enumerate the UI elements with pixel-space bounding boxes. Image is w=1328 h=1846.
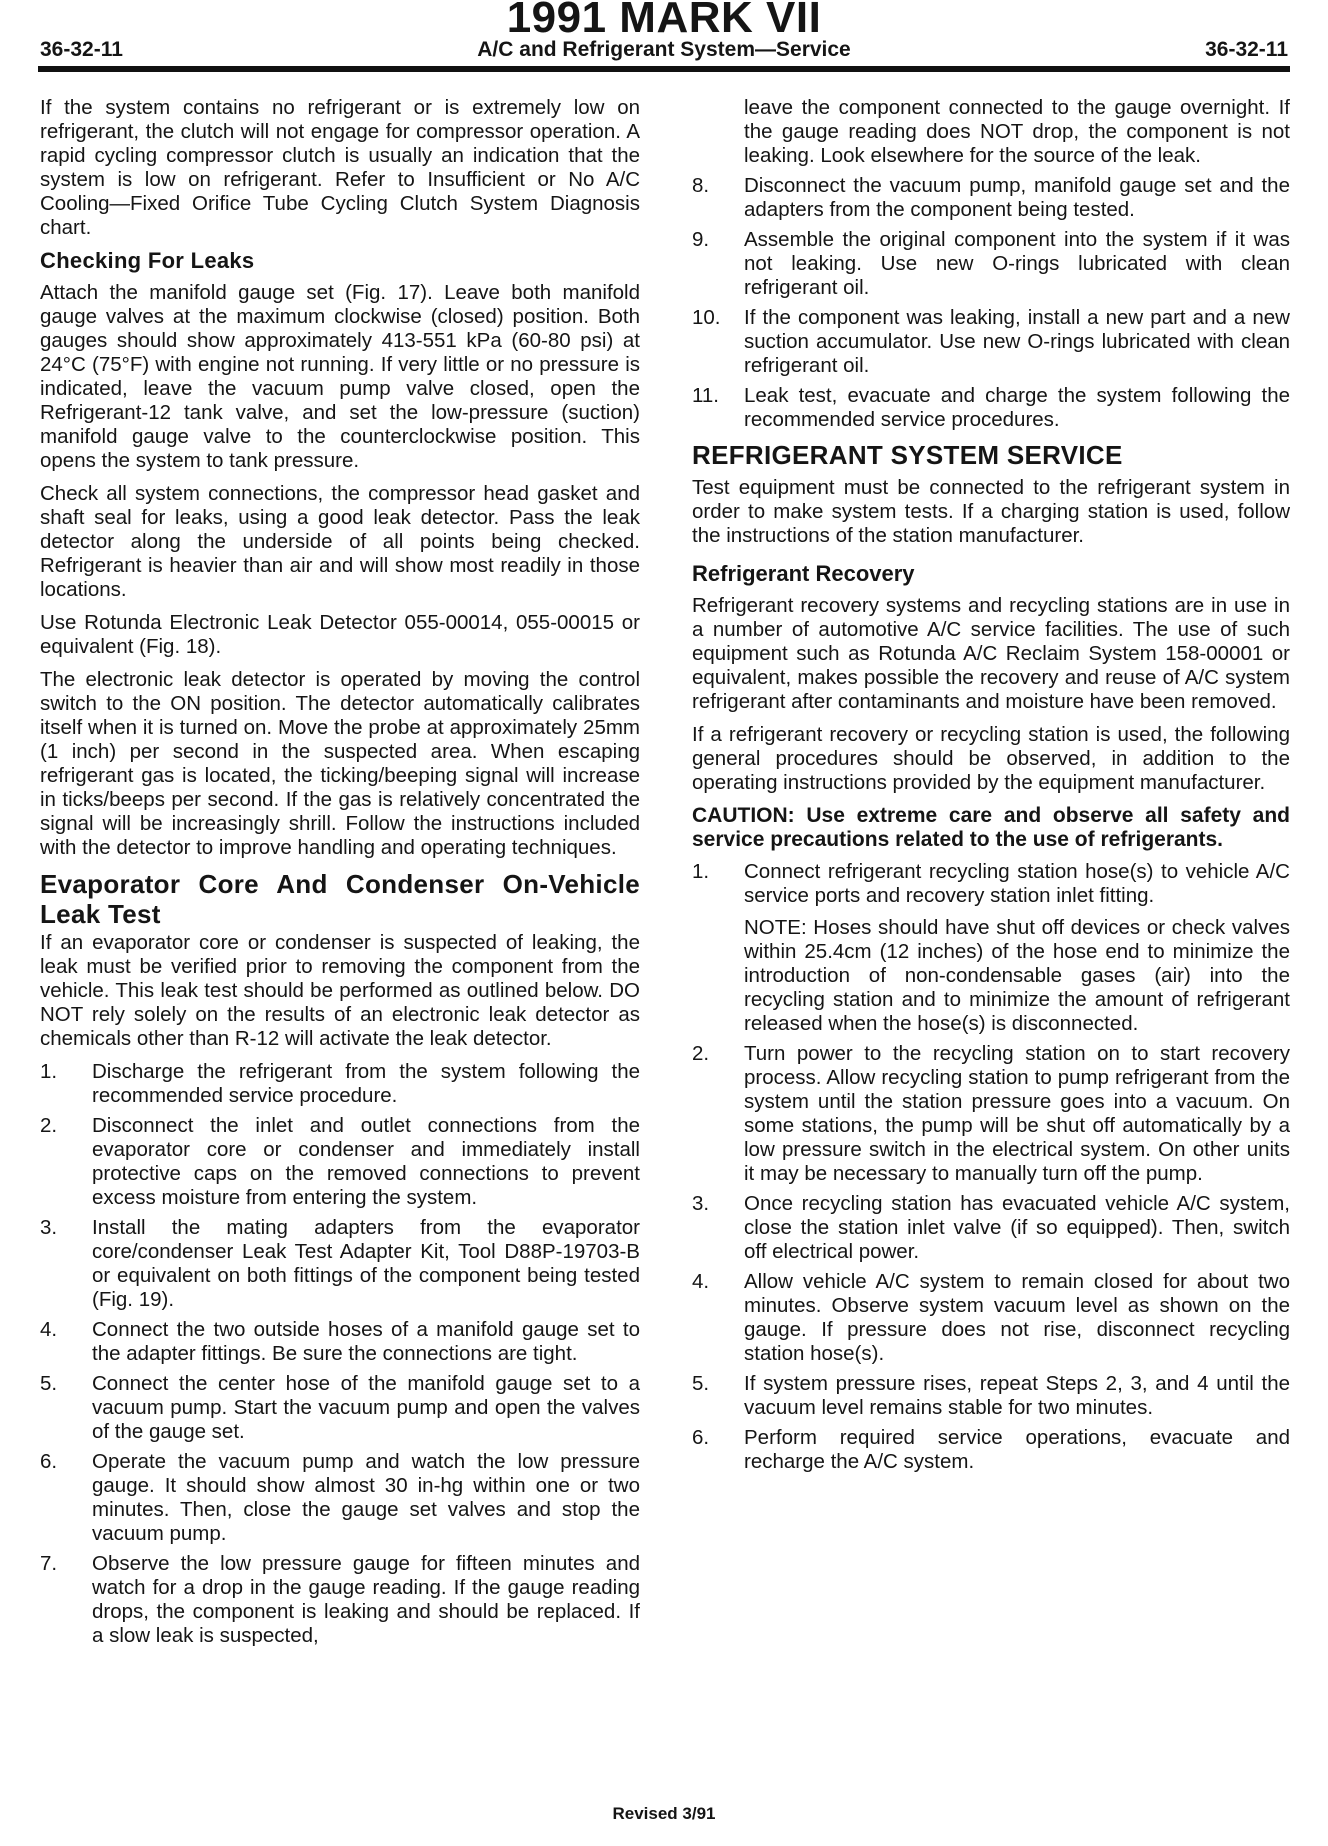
- section-number-right: 36-32-11: [1205, 38, 1288, 61]
- list-item: [692, 306, 1290, 378]
- step-number: 3.: [692, 1192, 710, 1215]
- step-text: Perform required service operations, evacuate and recharge the A/C system.: [744, 1426, 1290, 1473]
- step-number: 1.: [40, 1060, 58, 1083]
- paragraph-recovery-systems: Refrigerant recovery systems and recycling stations are in use in a number of automotive A/C service facilities. The use of such equipment such as Rotunda A/C Reclaim System 158-00001 or equivalent, makes possible the recovery and reuse of A/C system refrigerant after contaminants and moisture have been removed.: [692, 594, 1290, 713]
- step-number: 2.: [40, 1114, 58, 1137]
- revision-footer: Revised 3/91: [612, 1804, 716, 1823]
- paragraph-check-connections: Check all system connections, the compressor head gasket and shaft seal for leaks, using a good leak detector. Pass the leak detector along the underside of all points being checked. Refrigerant is heavier than air and will show most readily in those locations.: [40, 482, 640, 601]
- step-number: 10.: [692, 306, 721, 329]
- list-item: [692, 174, 1290, 222]
- list-item: [692, 384, 1290, 432]
- list-item: [40, 1114, 640, 1210]
- step-text: Disconnect the inlet and outlet connections from the evaporator core or condenser and immediately install protective caps on the removed connections to prevent excess moisture from entering the system.: [92, 1114, 640, 1209]
- heading-refrigerant-recovery: Refrigerant Recovery: [692, 561, 915, 586]
- step-text: Connect refrigerant recycling station hose(s) to vehicle A/C service ports and recovery station inlet fitting.: [744, 860, 1290, 907]
- list-item: [692, 228, 1290, 300]
- list-item: [40, 1318, 640, 1366]
- step-number: 4.: [40, 1318, 58, 1341]
- list-item: [692, 96, 1290, 168]
- paragraph-electronic-detector: The electronic leak detector is operated by moving the control switch to the ON position. The detector automatically calibrates itself when it is turned on. Move the probe at approximately 25mm (1 inch) per second in the suspected area. When escaping refrigerant gas is located, the ticking/beeping signal will increase in ticks/beeps per second. If the gas is relatively concentrated the signal will be increasingly shrill. Follow the instructions included with the detector to improve handling and operating techniques.: [40, 668, 640, 859]
- step-number: 11.: [692, 384, 719, 407]
- step-number: 5.: [692, 1372, 710, 1395]
- step-7-continued: leave the component connected to the gauge overnight. If the gauge reading does NOT drop, the component is not leaking. Look elsewhere for the source of the leak.: [744, 96, 1290, 167]
- step-number: 4.: [692, 1270, 710, 1293]
- paragraph-test-equipment: Test equipment must be connected to the refrigerant system in order to make system tests. If a charging station is used, follow the instructions of the station manufacturer.: [692, 476, 1290, 547]
- step-note: NOTE: Hoses should have shut off devices or check valves within 25.4cm (12 inches) of the hose end to minimize the introduction of non-condensable gases (air) into the recycling station and to minimize the amount of refrigerant released when the hose(s) is disconnected.: [744, 916, 1290, 1035]
- step-text: Turn power to the recycling station on to start recovery process. Allow recycling station to pump refrigerant from the system until the station pressure goes into a vacuum. On some stations, the pump will be shut off automatically by a low pressure switch in the electrical system. On other units it may be necessary to manually turn off the pump.: [744, 1042, 1290, 1185]
- list-item: [692, 860, 1290, 1036]
- step-text: If system pressure rises, repeat Steps 2, 3, and 4 until the vacuum level remains stable for two minutes.: [744, 1372, 1290, 1419]
- list-item: [40, 1216, 640, 1312]
- step-text: Allow vehicle A/C system to remain closed for about two minutes. Observe system vacuum level as shown on the gauge. If pressure does not rise, disconnect recycling station hose(s).: [744, 1270, 1290, 1365]
- step-text: Once recycling station has evacuated vehicle A/C system, close the station inlet valve (if so equipped). Then, switch off electrical power.: [744, 1192, 1290, 1263]
- step-text: Connect the two outside hoses of a manifold gauge set to the adapter fittings. Be sure the connections are tight.: [92, 1318, 640, 1365]
- heading-checking-for-leaks: Checking For Leaks: [40, 248, 255, 273]
- list-item: [692, 1270, 1290, 1366]
- list-item: [40, 1060, 640, 1108]
- list-item: [692, 1192, 1290, 1264]
- step-text: Disconnect the vacuum pump, manifold gauge set and the adapters from the component being tested.: [744, 174, 1290, 221]
- step-number: 7.: [40, 1552, 58, 1575]
- step-number: 8.: [692, 174, 710, 197]
- step-text: Discharge the refrigerant from the system following the recommended service procedure.: [92, 1060, 640, 1107]
- section-number-left: 36-32-11: [40, 38, 123, 61]
- list-item: [40, 1372, 640, 1444]
- step-number: 9.: [692, 228, 710, 251]
- heading-evaporator-leak-test: Evaporator Core And Condenser On-Vehicle Leak Test: [40, 869, 640, 929]
- caution-notice: CAUTION: Use extreme care and observe all safety and service precautions related to the use of refrigerants.: [692, 804, 1290, 851]
- paragraph-low-refrigerant: If the system contains no refrigerant or is extremely low on refrigerant, the clutch will not engage for compressor operation. A rapid cycling compressor clutch is usually an indication that the system is low on refrigerant. Refer to Insufficient or No A/C Cooling—Fixed Orifice Tube Cycling Clutch System Diagnosis chart.: [40, 96, 640, 239]
- right-column: [692, 96, 1290, 1480]
- header-rule: [38, 66, 1290, 72]
- step-number: 3.: [40, 1216, 58, 1239]
- step-number: 1.: [692, 860, 710, 883]
- step-number: 6.: [40, 1450, 58, 1473]
- heading-refrigerant-system-service: REFRIGERANT SYSTEM SERVICE: [692, 440, 1123, 470]
- step-text: Operate the vacuum pump and watch the low pressure gauge. It should show almost 30 in-hg within one or two minutes. Then, close the gauge set valves and stop the vacuum pump.: [92, 1450, 640, 1545]
- list-item: [40, 1552, 640, 1648]
- step-text: Leak test, evacuate and charge the system following the recommended service procedures.: [744, 384, 1290, 431]
- list-item: [40, 1450, 640, 1546]
- paragraph-attach-gauge: Attach the manifold gauge set (Fig. 17). Leave both manifold gauge valves at the maximum clockwise (closed) position. Both gauges should show approximately 413-551 kPa (60-80 psi) at 24°C (75°F) with engine not running. If very little or no pressure is indicated, leave the vacuum pump valve closed, open the Refrigerant-12 tank valve, and set the low-pressure (suction) manifold gauge valve to the counterclockwise position. This opens the system to tank pressure.: [40, 281, 640, 472]
- list-item: [692, 1372, 1290, 1420]
- paragraph-recovery-procedures: If a refrigerant recovery or recycling station is used, the following general procedures should be observed, in addition to the operating instructions provided by the equipment manufacturer.: [692, 723, 1290, 794]
- step-number: 5.: [40, 1372, 58, 1395]
- left-column: [40, 96, 640, 1654]
- paragraph-leak-detector-tool: Use Rotunda Electronic Leak Detector 055-00014, 055-00015 or equivalent (Fig. 18).: [40, 611, 640, 658]
- step-text: Assemble the original component into the system if it was not leaking. Use new O-rings lubricated with clean refrigerant oil.: [744, 228, 1290, 299]
- document-title: 1991 MARK VII: [506, 0, 822, 42]
- list-item: [692, 1426, 1290, 1474]
- step-number: 2.: [692, 1042, 710, 1065]
- step-text: Connect the center hose of the manifold gauge set to a vacuum pump. Start the vacuum pump and open the valves of the gauge set.: [92, 1372, 640, 1443]
- step-text: Observe the low pressure gauge for fifteen minutes and watch for a drop in the gauge reading. If the gauge reading drops, the component is leaking and should be replaced. If a slow leak is suspected,: [92, 1552, 640, 1647]
- step-text: Install the mating adapters from the evaporator core/condenser Leak Test Adapter Kit, Tool D88P-19703-B or equivalent on both fittings of the component being tested (Fig. 19).: [92, 1216, 640, 1311]
- step-body: [744, 860, 1290, 1036]
- section-subtitle: A/C and Refrigerant System—Service: [477, 38, 851, 61]
- list-item: [692, 1042, 1290, 1186]
- step-number-spacer: [692, 96, 744, 168]
- paragraph-evaporator-intro: If an evaporator core or condenser is suspected of leaking, the leak must be verified prior to removing the component from the vehicle. This leak test should be performed as outlined below. DO NOT rely solely on the results of an electronic leak detector as chemicals other than R-12 will activate the leak detector.: [40, 931, 640, 1050]
- step-number: 6.: [692, 1426, 710, 1449]
- step-text: If the component was leaking, install a new part and a new suction accumulator. Use new O-rings lubricated with clean refrigerant oil.: [744, 306, 1290, 377]
